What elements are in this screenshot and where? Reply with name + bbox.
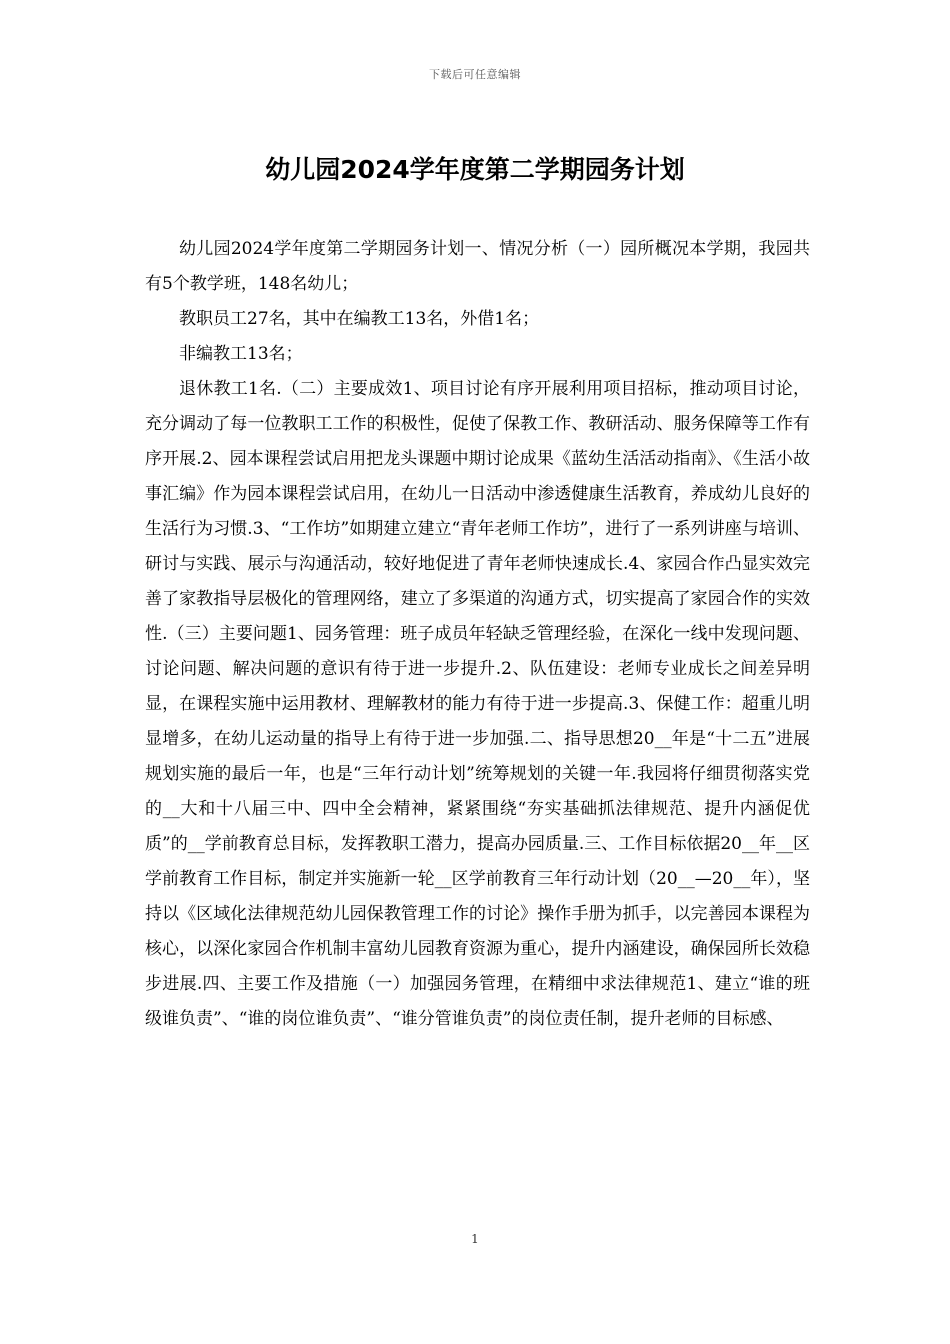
paragraph: 非编教工13名；	[179, 344, 303, 364]
document-body	[145, 232, 810, 1037]
paragraph: 幼儿园2024学年度第二学期园务计划一、情况分析（一）园所概况本学期，我园共有5个教学班，148名幼儿；	[145, 239, 810, 294]
page-number: 1	[471, 1232, 479, 1246]
document-title: 幼儿园2024学年度第二学期园务计划	[265, 155, 685, 184]
header-note: 下载后可任意编辑	[429, 68, 521, 81]
paragraph: 教职员工27名，其中在编教工13名，外借1名；	[179, 309, 540, 329]
paragraph: 退休教工1名.（二）主要成效1、项目讨论有序开展利用项目招标，推动项目讨论，充分调动了每一位教职工工作的积极性，促使了保教工作、教研活动、服务保障等工作有序开展.2、园本课程尝试启用把龙头课题中期讨论成果《蓝幼生活活动指南》、《生活小故事汇编》作为园本课程尝试启用，在幼儿一日活动中渗透健康生活教育，养成幼儿良好的生活行为习惯.3、“工作坊”如期建立建立“青年老师工作坊”，进行了一系列讲座与培训、研讨与实践、展示与沟通活动，较好地促进了青年老师快速成长.4、家园合作凸显实效完善了家教指导层极化的管理网络，建立了多渠道的沟通方式，切实提高了家园合作的实效性.（三）主要问题1、园务管理：班子成员年轻缺乏管理经验，在深化一线中发现问题、讨论问题、解决问题的意识有待于进一步提升.2、队伍建设：老师专业成长之间差异明显，在课程实施中运用教材、理解教材的能力有待于进一步提高.3、保健工作：超重儿明显增多，在幼儿运动量的指导上有待于进一步加强.二、指导思想20__年是“十二五”进展规划实施的最后一年，也是“三年行动计划”统筹规划的关键一年.我园将仔细贯彻落实党的__大和十八届三中、四中全会精神，紧紧围绕“夯实基础抓法律规范、提升内涵促优质”的__学前教育总目标，发挥教职工潜力，提高办园质量.三、工作目标依据20__年__区学前教育工作目标，制定并实施新一轮__区学前教育三年行动计划（20__—20__年），坚持以《区域化法律规范幼儿园保教管理工作的讨论》操作手册为抓手，以完善园本课程为核心，以深化家园合作机制丰富幼儿园教育资源为重心，提升内涵建设，确保园所长效稳步进展.四、主要工作及措施（一）加强园务管理，在精细中求法律规范1、建立“谁的班级谁负责”、“谁的岗位谁负责”、“谁分管谁负责”的岗位责任制，提升老师的目标感、	[145, 379, 810, 1029]
